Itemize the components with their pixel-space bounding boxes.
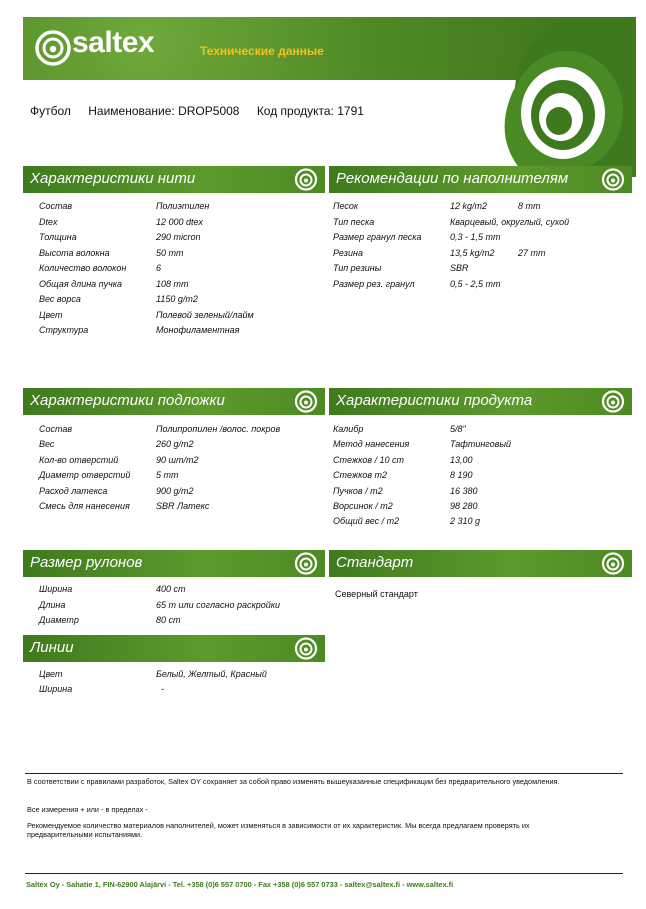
row-value: 90 шт/m2 [156,455,199,465]
swirl-icon [293,167,319,192]
row-value: 2 310 g [450,516,481,526]
row-label: Диаметр отверстий [39,470,131,480]
row-label: Ворсинок / m2 [333,501,393,511]
row-value: 1150 g/m2 [156,294,198,304]
row-label: Толщина [39,232,77,242]
logo-wordmark: saltex [72,26,155,59]
section-title: Стандарт [336,554,414,571]
swirl-icon [600,389,626,414]
product-code: Код продукта: 1791 [256,104,364,118]
row-value: Полевой зеленый/лайм [156,310,254,320]
divider [25,773,623,774]
row-label: Количество волокон [39,263,127,273]
divider [25,873,623,874]
row-label: Стежков / 10 cm [333,455,405,465]
row-label: Метод нанесения [333,439,410,449]
note-tolerance: Все измерения + или - в пределах - [27,805,148,814]
row-label: Резина [333,248,363,258]
row-label: Стежков m2 [333,470,388,480]
logo-swirl-icon [34,28,72,68]
product-identification [30,104,378,118]
document-title: Технические данные [200,44,324,58]
row-value: 0,5 - 2,5 mm [450,279,501,289]
row-label: Песок [333,201,359,211]
row-value: 5 mm [156,470,179,480]
row-value: Монофиламентная [156,325,240,335]
row-label: Общий вес / m2 [333,516,400,526]
row-label: Высота волокна [39,248,110,258]
row-value: Полиэтилен [156,201,210,211]
standard-text: Северный стандарт [335,589,418,599]
row-value: 12 kg/m2 [450,201,488,211]
row-label: Кол-во отверстий [39,455,119,465]
row-value: 12 000 dtex [156,217,204,227]
swirl-icon [293,389,319,414]
row-value: 6 [156,263,162,273]
row-extra: 27 mm [518,248,546,258]
sport-label: Футбол [30,104,71,118]
swirl-icon [293,636,319,661]
row-label: Диаметр [39,615,79,625]
row-label: Тип песка [333,217,375,227]
section-header-infill [329,166,632,193]
row-label: Вес [39,439,55,449]
note-rights: В соответствии с правилами разработок, Saltex OY сохраняет за собой право изменять вышеуказанные спецификации без предварительного уведомления. [27,777,560,786]
row-value: 98 280 [450,501,478,511]
section-header-lines [23,635,325,662]
row-label: Вес ворса [39,294,81,304]
row-value: 50 mm [156,248,184,258]
row-value: SBR Латекс [156,501,210,511]
row-value: 13,5 kg/m2 [450,248,495,258]
section-title: Характеристики нити [30,170,196,187]
row-value: 16 380 [450,486,478,496]
row-value: Полипропилен /волос. покров [156,424,281,434]
row-label: Расход латекса [39,486,108,496]
row-label: Общая длина пучка [39,279,123,289]
section-header-backing [23,388,325,415]
note-infill: Рекомендуемое количество материалов наполнителей, может изменяться в зависимости от их характеристик. Мы всегда предлагаем проверять их предварительными испытаниями. [27,821,530,839]
section-header-rolls [23,550,325,577]
row-label: Ширина [39,584,73,594]
row-value: 260 g/m2 [156,439,194,449]
row-value: 900 g/m2 [156,486,194,496]
row-value: 80 cm [156,615,181,625]
row-label: Цвет [39,310,63,320]
section-header-product [329,388,632,415]
row-value: 13,00 [450,455,473,465]
section-header-yarn [23,166,325,193]
row-value: Белый, Желтый, Красный [156,669,267,679]
row-value: 5/8" [450,424,466,434]
decorative-swirl-icon [495,17,636,177]
swirl-icon [293,551,319,576]
row-label: Пучков / m2 [333,486,383,496]
row-value: Кварцевый, округлый, сухой [450,217,570,227]
row-label: Dtex [39,217,58,227]
row-value: SBR [450,263,469,273]
section-title: Характеристики подложки [30,392,225,409]
section-title: Размер рулонов [30,554,143,571]
row-label: Цвет [39,669,63,679]
row-value: 400 cm [156,584,186,594]
row-label: Ширина [39,684,73,694]
row-label: Смесь для нанесения [39,501,130,511]
row-label: Состав [39,201,73,211]
footer-contacts: Saltex Oy - Sahatie 1, FIN-62900 Alajärvi - Tel. +358 (0)6 557 0700 - Fax +358 (0)6 557 0733 - saltex@saltex.fi - www.saltex.fi [26,880,454,889]
row-value: 65 m или согласно раскройки [156,600,281,610]
row-value: Тафтинговый [450,439,511,449]
row-label: Калибр [333,424,364,434]
row-value: 8 190 [450,470,473,480]
row-label: Размер гранул песка [333,232,422,242]
row-label: Состав [39,424,73,434]
product-name: Наименование: DROP5008 [88,104,240,118]
section-header-standard [329,550,632,577]
row-value: 0,3 - 1,5 mm [450,232,501,242]
row-value: - [161,684,164,694]
row-value: 290 micron [156,232,201,242]
section-title: Рекомендации по наполнителям [336,170,569,187]
swirl-icon [600,167,626,192]
section-title: Характеристики продукта [336,392,533,409]
section-title: Линии [30,639,74,656]
row-label: Тип резины [333,263,382,273]
row-extra: 8 mm [518,201,541,211]
swirl-icon [600,551,626,576]
row-label: Структура [39,325,89,335]
row-label: Размер рез. гранул [333,279,415,289]
row-value: 108 mm [156,279,189,289]
row-label: Длина [39,600,66,610]
